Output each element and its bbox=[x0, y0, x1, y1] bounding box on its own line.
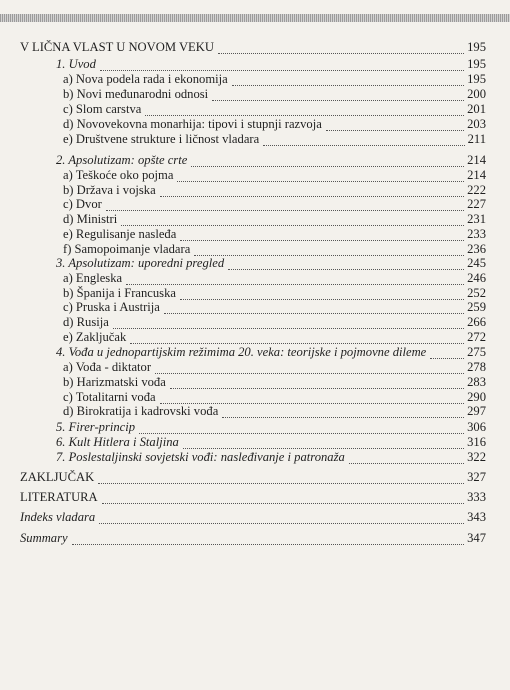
toc-entry-title: b) Španija i Francuska bbox=[63, 286, 176, 300]
toc-entry-page: 333 bbox=[467, 490, 486, 504]
dot-leader bbox=[194, 245, 464, 256]
dot-leader bbox=[183, 438, 464, 449]
toc-entry bbox=[56, 256, 486, 270]
dot-leader bbox=[228, 259, 464, 270]
dot-leader bbox=[180, 230, 464, 241]
toc-entry bbox=[56, 153, 486, 167]
toc-entry-page: 327 bbox=[467, 470, 486, 484]
toc-entry-page: 322 bbox=[467, 450, 486, 464]
dot-leader bbox=[126, 274, 464, 285]
dot-leader bbox=[113, 318, 464, 329]
toc-entry-title: f) Samopoimanje vladara bbox=[63, 242, 191, 256]
toc-entry-page: 283 bbox=[467, 375, 486, 389]
toc-entry-page: 316 bbox=[467, 435, 486, 449]
dot-leader bbox=[212, 90, 464, 101]
toc-entry bbox=[63, 315, 486, 329]
toc-entry-title: a) Engleska bbox=[63, 271, 123, 285]
toc-entry-title: ZAKLJUČAK bbox=[20, 470, 95, 484]
toc-entry-page: 347 bbox=[467, 531, 486, 545]
dot-leader bbox=[232, 75, 464, 86]
toc-entry-title: 7. Poslestaljinski sovjetski vođi: nasleđivanje i patronaža bbox=[56, 450, 345, 464]
toc-entry bbox=[56, 345, 486, 359]
toc-entry-title: e) Društvene strukture i ličnost vladara bbox=[63, 132, 260, 146]
toc-entry bbox=[56, 420, 486, 434]
toc-entry-page: 278 bbox=[467, 360, 486, 374]
toc-entry bbox=[63, 404, 486, 418]
toc-entry bbox=[63, 360, 486, 374]
toc-entry-page: 246 bbox=[467, 271, 486, 285]
toc-entry-page: 214 bbox=[467, 168, 486, 182]
dot-leader bbox=[145, 105, 464, 116]
toc-entry bbox=[20, 531, 486, 545]
dot-leader bbox=[100, 60, 464, 71]
toc-entry bbox=[63, 330, 486, 344]
toc-entry-page: 290 bbox=[467, 390, 486, 404]
dot-leader bbox=[160, 393, 465, 404]
toc-entry bbox=[63, 72, 486, 86]
toc-entry-page: 252 bbox=[467, 286, 486, 300]
toc-entry-title: 6. Kult Hitlera i Staljina bbox=[56, 435, 179, 449]
toc-entry bbox=[63, 242, 486, 256]
toc-entry bbox=[63, 197, 486, 211]
toc-entry-page: 231 bbox=[467, 212, 486, 226]
toc-entry-title: b) Harizmatski vođa bbox=[63, 375, 166, 389]
toc-entry bbox=[63, 168, 486, 182]
toc-entry-title: a) Vođa - diktator bbox=[63, 360, 152, 374]
toc-entry-page: 306 bbox=[467, 420, 486, 434]
toc-entry bbox=[63, 227, 486, 241]
toc-entry bbox=[63, 117, 486, 131]
dot-leader bbox=[170, 378, 464, 389]
dot-leader bbox=[139, 423, 464, 434]
dot-leader bbox=[430, 348, 464, 359]
toc-entry-page: 233 bbox=[467, 227, 486, 241]
toc-entry-page: 343 bbox=[467, 510, 486, 524]
toc-entry-title: c) Totalitarni vođa bbox=[63, 390, 156, 404]
toc-entry-page: 195 bbox=[467, 72, 486, 86]
dot-leader bbox=[263, 135, 464, 146]
toc-entry-title: c) Dvor bbox=[63, 197, 102, 211]
toc-entry bbox=[63, 102, 486, 116]
dot-leader bbox=[160, 186, 464, 197]
toc-entry-title: c) Slom carstva bbox=[63, 102, 142, 116]
toc-entry-title: 5. Firer-princip bbox=[56, 420, 136, 434]
toc-entry bbox=[63, 87, 486, 101]
toc-entry bbox=[20, 510, 486, 524]
dot-leader bbox=[191, 156, 464, 167]
toc-entry bbox=[63, 390, 486, 404]
toc-entry-title: a) Nova podela rada i ekonomija bbox=[63, 72, 228, 86]
toc-entry-page: 266 bbox=[467, 315, 486, 329]
dot-leader bbox=[218, 43, 464, 54]
dot-leader bbox=[102, 493, 464, 504]
toc-entry-title: b) Država i vojska bbox=[63, 183, 156, 197]
toc-entry-title: d) Novovekovna monarhija: tipovi i stupnji razvoja bbox=[63, 117, 322, 131]
dot-leader bbox=[99, 513, 464, 524]
dot-leader bbox=[72, 534, 465, 545]
toc-entry-title: Indeks vladara bbox=[20, 510, 96, 524]
toc-entry-page: 227 bbox=[467, 197, 486, 211]
toc-entry-page: 259 bbox=[467, 300, 486, 314]
toc-entry-page: 195 bbox=[467, 40, 486, 54]
dot-leader bbox=[121, 215, 464, 226]
toc-entry-title: a) Teškoće oko pojma bbox=[63, 168, 174, 182]
toc-entry-page: 211 bbox=[467, 132, 486, 146]
dot-leader bbox=[130, 333, 464, 344]
toc-entry-page: 236 bbox=[467, 242, 486, 256]
toc-entry-title: 1. Uvod bbox=[56, 57, 96, 71]
toc-entry-page: 203 bbox=[467, 117, 486, 131]
toc-entry-title: e) Regulisanje nasleđa bbox=[63, 227, 177, 241]
toc-entry bbox=[63, 271, 486, 285]
toc-entry-page: 245 bbox=[467, 256, 486, 270]
toc-entry bbox=[63, 212, 486, 226]
toc-entry-page: 272 bbox=[467, 330, 486, 344]
toc-entry bbox=[63, 132, 486, 146]
toc-entry-page: 275 bbox=[467, 345, 486, 359]
toc-entry-page: 222 bbox=[467, 183, 486, 197]
dot-leader bbox=[326, 120, 464, 131]
dot-leader bbox=[349, 453, 464, 464]
toc-entry bbox=[56, 435, 486, 449]
toc-entry-title: b) Novi međunarodni odnosi bbox=[63, 87, 209, 101]
toc-entry-title: d) Ministri bbox=[63, 212, 118, 226]
dot-leader bbox=[177, 171, 464, 182]
toc-entry bbox=[63, 300, 486, 314]
dot-leader bbox=[155, 363, 464, 374]
toc-entry-page: 200 bbox=[467, 87, 486, 101]
toc-entry bbox=[20, 490, 486, 504]
toc-entry-page: 214 bbox=[467, 153, 486, 167]
toc-entry bbox=[63, 183, 486, 197]
dot-leader bbox=[180, 289, 464, 300]
toc-entry bbox=[63, 375, 486, 389]
toc-entry bbox=[56, 450, 486, 464]
dot-leader bbox=[164, 303, 464, 314]
toc-entry bbox=[20, 470, 486, 484]
toc-entry-title: 2. Apsolutizam: opšte crte bbox=[56, 153, 188, 167]
toc-entry-title: d) Birokratija i kadrovski vođa bbox=[63, 404, 219, 418]
dot-leader bbox=[106, 200, 464, 211]
toc-entry bbox=[56, 57, 486, 71]
toc-entry-title: LITERATURA bbox=[20, 490, 98, 504]
toc-entry-page: 195 bbox=[467, 57, 486, 71]
toc-entry-title: c) Pruska i Austrija bbox=[63, 300, 160, 314]
dot-leader bbox=[98, 473, 464, 484]
toc-entry-title: d) Rusija bbox=[63, 315, 109, 329]
toc-entry-title: Summary bbox=[20, 531, 68, 545]
toc-entry-title: e) Zaključak bbox=[63, 330, 127, 344]
toc-entry-title: 4. Vođa u jednopartijskim režimima 20. veka: teorijske i pojmovne dileme bbox=[56, 345, 427, 359]
toc-entry bbox=[63, 286, 486, 300]
toc-entry-page: 201 bbox=[467, 102, 486, 116]
toc-entry-title: V LIČNA VLAST U NOVOM VEKU bbox=[20, 40, 214, 54]
toc-entry-title: 3. Apsolutizam: uporedni pregled bbox=[56, 256, 225, 270]
dot-leader bbox=[222, 407, 464, 418]
toc-entry-page: 297 bbox=[467, 404, 486, 418]
toc-entry bbox=[20, 40, 486, 54]
